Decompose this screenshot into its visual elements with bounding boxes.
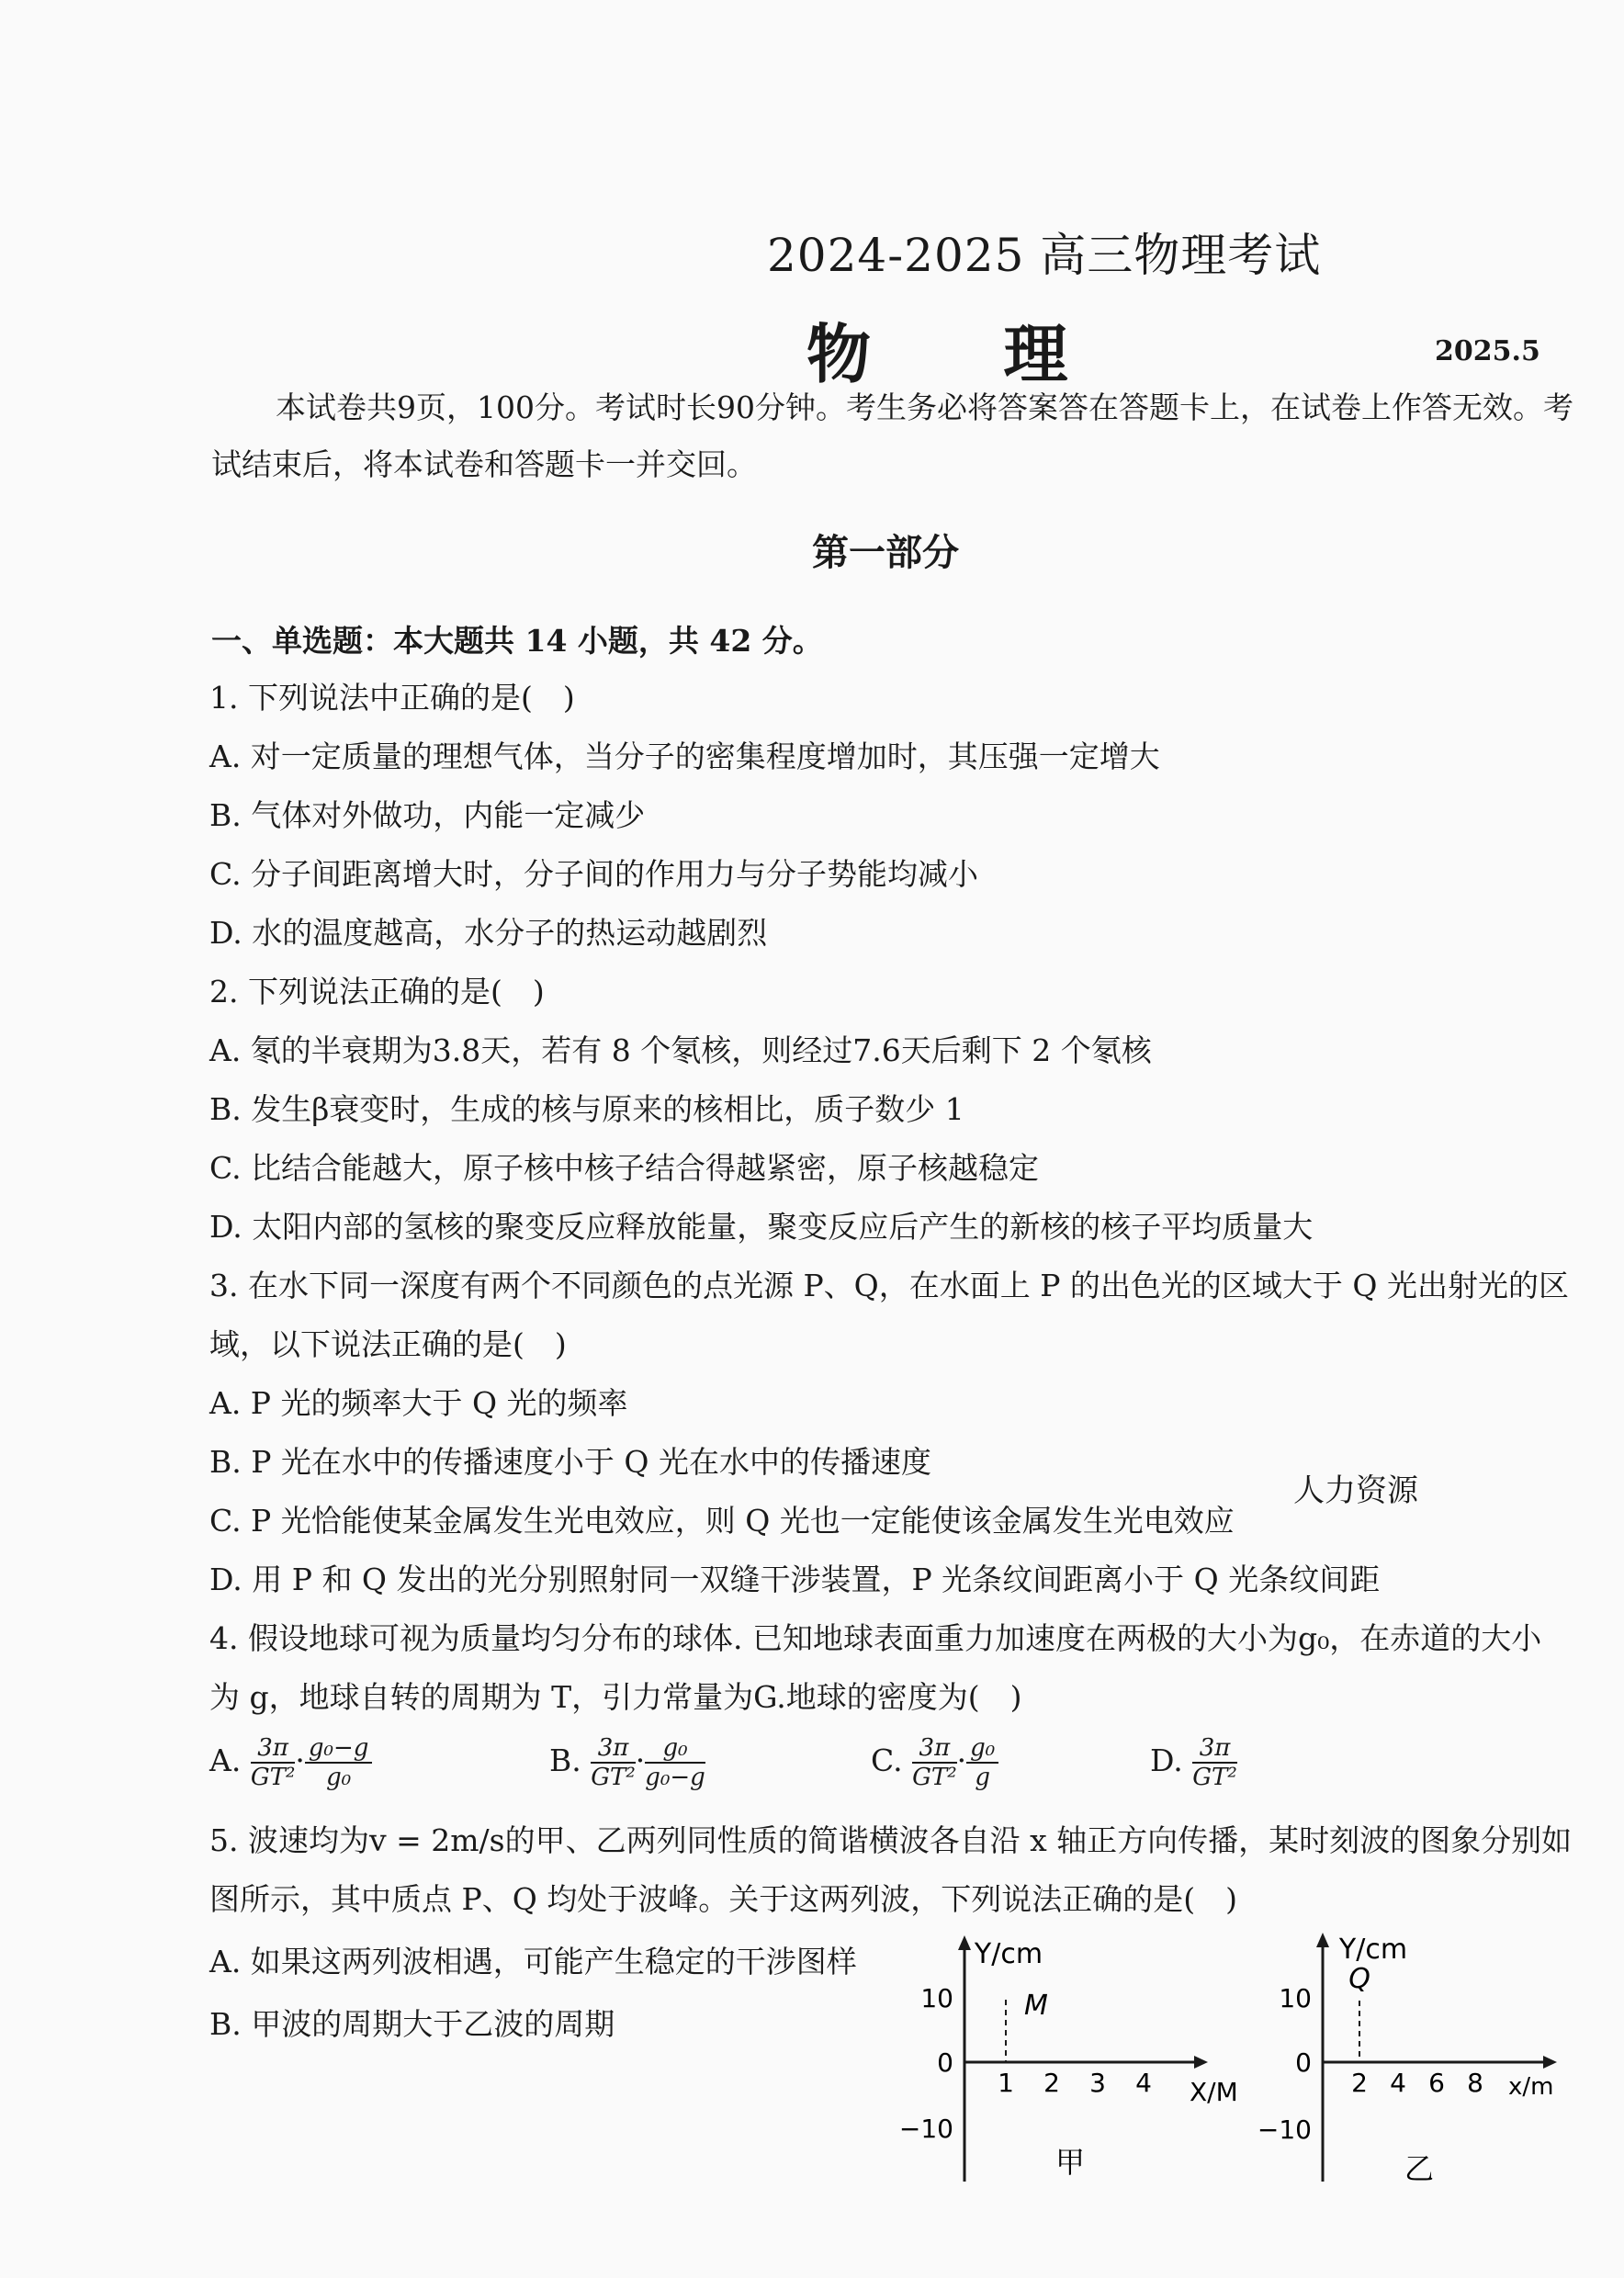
exam-title: 2024-2025 高三物理考试 <box>767 229 1322 282</box>
x-tick: 8 <box>1467 2068 1483 2098</box>
x-axis-arrow <box>1194 2056 1208 2069</box>
option-label: A. <box>209 1742 242 1778</box>
option-label: B. <box>549 1742 581 1778</box>
ratio-fraction: $\frac{\text{g₀}}{g}$ <box>966 1734 998 1791</box>
option-label: D. <box>1150 1742 1183 1778</box>
coefficient-fraction: $\frac{3\pi}{\text{GT²}}$ <box>1192 1734 1237 1791</box>
graph-caption: 乙 <box>1404 2151 1435 2186</box>
question-2-stem: 2. 下列说法正确的是( ) <box>209 974 545 1009</box>
y-axis-label: Y/cm <box>974 1938 1043 1970</box>
question-3-option-c: C. P 光恰能使某金属发生光电效应，则 Q 光也一定能使该金属发生光电效应 <box>209 1503 1235 1539</box>
x-tick: 3 <box>1089 2068 1106 2098</box>
question-3-option-d: D. 用 P 和 Q 发出的光分别照射同一双缝干涉装置，P 光条纹间距离小于 Q 光条纹间距 <box>209 1562 1381 1597</box>
question-2-option-c: C. 比结合能越大，原子核中核子结合得越紧密，原子核越稳定 <box>209 1150 1040 1186</box>
question-1-option-c: C. 分子间距离增大时，分子间的作用力与分子势能均减小 <box>209 856 979 892</box>
point-label: Q <box>1348 1963 1370 1995</box>
coefficient-fraction: $\frac{3\pi}{\text{GT²}}$ <box>912 1734 957 1791</box>
question-5-option-a: A. 如果这两列波相遇，可能产生稳定的干涉图样 <box>209 1944 857 1979</box>
question-2-option-d: D. 太阳内部的氢核的聚变反应释放能量，聚变反应后产生的新核的核子平均质量大 <box>209 1209 1314 1245</box>
ratio-fraction: $\frac{\text{g₀}}{\text{g₀−g}}$ <box>645 1734 705 1791</box>
question-1-option-d: D. 水的温度越高，水分子的热运动越剧烈 <box>209 915 768 951</box>
y-tick-zero: 0 <box>1295 2047 1312 2078</box>
question-4-option-c: C. $\frac{3\pi}{\text{GT²}}$ · $\frac{\text{g₀}}{g}$ <box>871 1734 998 1791</box>
coefficient-fraction: $\frac{3\pi}{\text{GT²}}$ <box>591 1734 636 1791</box>
y-axis-arrow <box>1316 1933 1329 1947</box>
x-tick: 2 <box>1043 2068 1060 2098</box>
question-3-option-a: A. P 光的频率大于 Q 光的频率 <box>209 1385 628 1421</box>
x-tick: 6 <box>1428 2068 1445 2098</box>
y-tick-bottom: −10 <box>898 2114 953 2144</box>
y-tick-zero: 0 <box>937 2047 953 2078</box>
x-axis-label: X/M <box>1190 2077 1238 2107</box>
x-tick: 2 <box>1351 2068 1368 2098</box>
x-axis-arrow <box>1543 2056 1557 2069</box>
graph-caption: 甲 <box>1054 2145 1086 2180</box>
question-5-stem-line-2: 图所示，其中质点 P、Q 均处于波峰。关于这两列波，下列说法正确的是( ) <box>209 1881 1237 1917</box>
question-4-stem-line-1: 4. 假设地球可视为质量均匀分布的球体. 已知地球表面重力加速度在两极的大小为g₀，在赤道的大小 <box>209 1620 1542 1656</box>
question-3-stem-line-2: 域，以下说法正确的是( ) <box>209 1326 567 1362</box>
question-3-option-b: B. P 光在水中的传播速度小于 Q 光在水中的传播速度 <box>209 1444 931 1480</box>
question-4-option-b: B. $\frac{3\pi}{\text{GT²}}$ · $\frac{\text{g₀}}{\text{g₀−g}}$ <box>549 1734 705 1791</box>
exam-date: 2025.5 <box>1435 335 1540 367</box>
part-title: 第一部分 <box>812 531 959 574</box>
wave-graph-yi <box>1257 1929 1598 2209</box>
x-tick: 1 <box>998 2068 1014 2098</box>
y-tick-bottom: −10 <box>1257 2114 1312 2145</box>
question-4-stem-line-2: 为 g，地球自转的周期为 T，引力常量为G.地球的密度为( ) <box>209 1679 1022 1715</box>
question-1-option-a: A. 对一定质量的理想气体，当分子的密集程度增加时，其压强一定增大 <box>209 739 1160 774</box>
x-axis-label: x/m <box>1508 2073 1554 2101</box>
question-5-stem-line-1: 5. 波速均为v = 2m/s的甲、乙两列同性质的简谐横波各自沿 x 轴正方向传播，某时刻波的图象分别如 <box>209 1822 1573 1858</box>
watermark-stamp: 人力资源 <box>1293 1472 1418 1509</box>
x-tick: 4 <box>1390 2068 1406 2098</box>
intro-line-1: 本试卷共9页，100分。考试时长90分钟。考生务必将答案答在答题卡上，在试卷上作答无效。考 <box>276 389 1573 425</box>
question-2-option-b: B. 发生β衰变时，生成的核与原来的核相比，质子数少 1 <box>209 1091 964 1127</box>
question-1-option-b: B. 气体对外做功，内能一定减少 <box>209 797 646 833</box>
intro-line-2: 试结束后，将本试卷和答题卡一并交回。 <box>211 446 757 482</box>
option-label: C. <box>871 1742 903 1778</box>
y-tick-top: 10 <box>920 1983 953 2013</box>
ratio-fraction: $\frac{\text{g₀−g}}{\text{g₀}}$ <box>305 1734 373 1791</box>
question-2-option-a: A. 氡的半衰期为3.8天，若有 8 个氡核，则经过7.6天后剩下 2 个氡核 <box>209 1032 1152 1068</box>
question-5-option-b: B. 甲波的周期大于乙波的周期 <box>209 2006 615 2042</box>
y-axis-label: Y/cm <box>1338 1934 1408 1966</box>
wave-graph-jia <box>898 1934 1240 2209</box>
section-title: 一、单选题：本大题共 14 小题，共 42 分。 <box>211 623 823 659</box>
subject-title: 物 理 <box>806 316 1123 392</box>
x-tick: 4 <box>1135 2068 1152 2098</box>
y-axis-arrow <box>958 1935 971 1950</box>
y-tick-top: 10 <box>1279 1983 1312 2013</box>
question-4-option-a: A. $\frac{3\pi}{\text{GT²}}$ · $\frac{\text{g₀−g}}{\text{g₀}}$ <box>209 1734 372 1791</box>
question-4-option-d <box>1150 1734 1237 1791</box>
coefficient-fraction: $\frac{3\pi}{\text{GT²}}$ <box>250 1734 296 1791</box>
point-label: M <box>1024 1990 1048 2022</box>
question-3-stem-line-1: 3. 在水下同一深度有两个不同颜色的点光源 P、Q，在水面上 P 的出色光的区域大于 Q 光出射光的区 <box>209 1268 1569 1303</box>
question-1-stem: 1. 下列说法中正确的是( ) <box>209 680 575 716</box>
